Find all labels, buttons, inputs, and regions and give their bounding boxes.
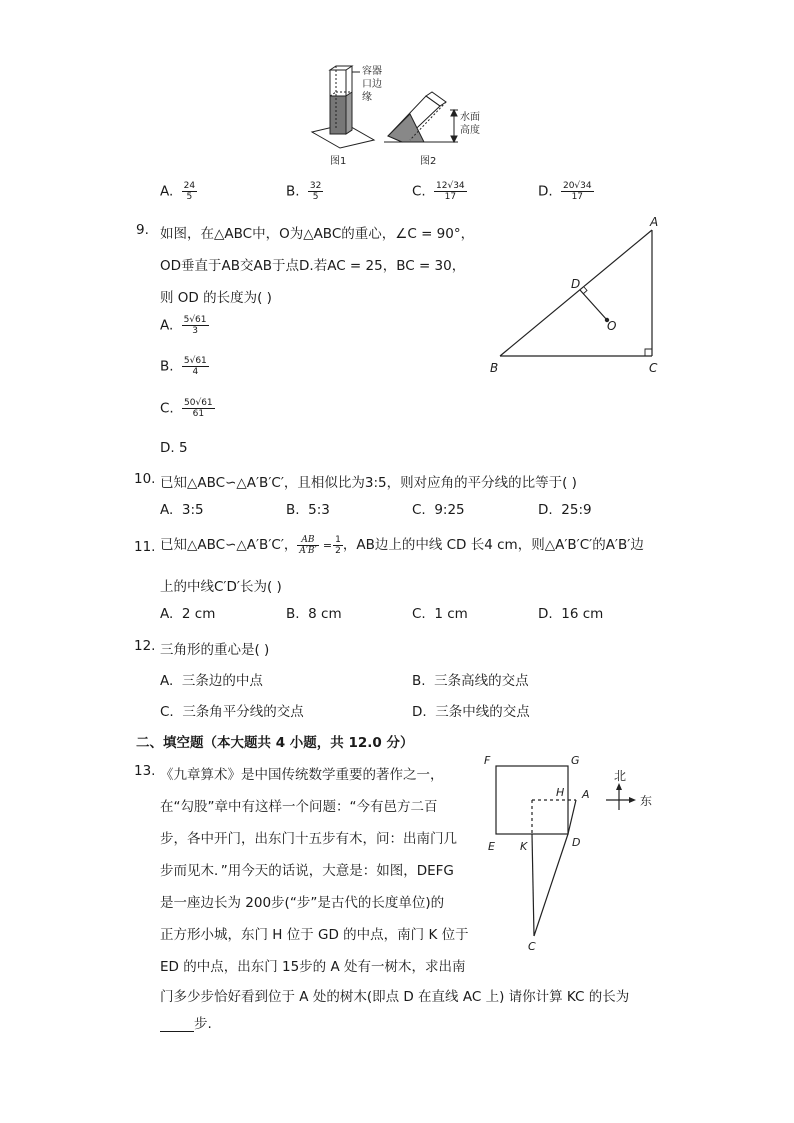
denominator: 5 [312, 192, 319, 202]
option-text: 三条高线的交点 [434, 673, 529, 689]
water-label-1: 水面 [460, 112, 480, 123]
option-text: 25:9 [561, 502, 592, 518]
denominator: 17 [444, 192, 457, 202]
rim-label-2: 口边 [362, 79, 382, 90]
option-text: 三条中线的交点 [435, 704, 530, 720]
numerator: 50√61 [184, 398, 213, 408]
denominator: 17 [571, 192, 584, 202]
q13-line-6: 正方形小城，东门 H 位于 GD 的中点，南门 K 位于 [160, 927, 469, 943]
numerator: 5√61 [183, 315, 207, 325]
section-heading: 二、填空题（本大题共 4 小题，共 12.0 分） [136, 735, 414, 751]
answer-suffix: 步. [194, 1016, 212, 1032]
q11-option-b[interactable] [286, 606, 342, 622]
half-fraction [333, 535, 343, 556]
option-letter: C. [160, 704, 174, 720]
fraction [182, 398, 215, 419]
q9-number: 9. [136, 222, 149, 238]
numerator: 1 [335, 534, 341, 545]
option-letter: A. [160, 502, 174, 518]
option-letter: D. [538, 606, 553, 622]
q10-option-d[interactable] [538, 502, 592, 518]
option-text: 三条边的中点 [181, 673, 263, 689]
q13-line-3: 步，各中开门，出东门十五步有木，问：出南门几 [160, 831, 457, 847]
numerator: 5√61 [183, 356, 207, 366]
figure-2 [384, 92, 458, 142]
right-angle-d [583, 287, 587, 294]
city-square-figure [478, 748, 674, 956]
q13-number: 13. [134, 763, 156, 779]
option-text: 1 cm [434, 606, 468, 622]
q9-option-a[interactable] [160, 315, 209, 336]
q9-option-d[interactable] [160, 440, 188, 456]
segment-kc [532, 834, 534, 936]
q10-option-a[interactable] [160, 502, 204, 518]
option-letter: B. [286, 502, 300, 518]
fig1-caption: 图1 [330, 156, 347, 167]
q13-line-8: 门多少步恰好看到位于 A 处的树木(即点 D 在直线 AC 上) 请你计算 KC 的长为 [160, 989, 630, 1005]
option-letter: C. [160, 400, 174, 417]
q10-number: 10. [134, 471, 156, 487]
q8-option-b[interactable] [286, 181, 323, 202]
option-letter: B. [286, 606, 300, 622]
option-letter: B. [286, 183, 300, 200]
option-text: 8 cm [308, 606, 342, 622]
segment-ad [568, 800, 576, 834]
option-letter: C. [412, 183, 426, 200]
q10-option-b[interactable] [286, 502, 330, 518]
q13-line-5: 是一座边长为 200步(“步”是古代的长度单位)的 [160, 895, 445, 911]
q13-line-7: ED 的中点，出东门 15步的 A 处有一树木，求出南 [160, 959, 466, 975]
option-letter: A. [160, 317, 174, 334]
rim-label-3: 缘 [362, 92, 372, 103]
numerator: 12√34 [436, 181, 465, 191]
label-d: D [572, 836, 581, 849]
fraction [182, 181, 197, 202]
q9-option-b[interactable] [160, 356, 209, 377]
label-e: E [488, 840, 495, 853]
label-a: A [582, 788, 590, 801]
option-text: 5 [178, 440, 188, 456]
q9-option-c[interactable] [160, 398, 215, 419]
q11-option-a[interactable] [160, 606, 215, 622]
label-g: G [571, 754, 580, 767]
denominator: 4 [192, 367, 199, 377]
numerator: AB [297, 535, 318, 546]
fraction [182, 315, 209, 336]
denominator: 3 [192, 326, 198, 336]
option-text: 9:25 [434, 502, 465, 518]
numerator: 20√34 [562, 181, 592, 191]
label-k: K [520, 840, 528, 853]
fraction [561, 181, 594, 202]
water-label-2: 高度 [460, 125, 480, 136]
q11-stem-line-2: 上的中线C′D′长为( ) [160, 579, 282, 595]
q12-option-c[interactable] [160, 700, 304, 720]
q9-line-1: 如图，在△ABC中，O为△ABC的重心，∠C = 90°， [160, 226, 475, 242]
option-letter: D. [412, 704, 427, 720]
q8-option-c[interactable] [412, 181, 467, 202]
q9-line-2: OD垂直于AB交AB于点D.若AC = 25，BC = 30， [160, 258, 466, 274]
segment-od [580, 290, 607, 320]
fig2-caption: 图2 [420, 156, 437, 167]
rim-label-1: 容器 [362, 66, 382, 77]
option-letter: C. [412, 606, 426, 622]
q12-option-d[interactable] [412, 700, 530, 720]
denominator: 61 [192, 409, 205, 419]
q12-option-b[interactable] [412, 669, 529, 689]
east-arrow-head [629, 797, 636, 803]
fraction [182, 356, 209, 377]
east-label: 东 [640, 794, 653, 808]
option-text: 5:3 [308, 502, 330, 518]
q12-stem: 三角形的重心是( ) [160, 642, 270, 658]
option-text: 3:5 [181, 502, 204, 518]
stem-text: ，AB边上的中线 CD 长4 cm，则△A′B′C′的A′B′边 [342, 537, 644, 553]
right-angle-c [645, 349, 652, 356]
numerator: 32 [309, 181, 322, 191]
fraction [434, 181, 467, 202]
label-b: B [490, 361, 499, 375]
q12-number: 12. [134, 638, 156, 654]
container-figures [300, 60, 500, 175]
label-o: O [607, 319, 617, 333]
q10-option-c[interactable] [412, 502, 465, 518]
option-letter: B. [160, 358, 174, 375]
q13-line-1: 《九章算术》是中国传统数学重要的著作之一， [160, 767, 444, 783]
q9-line-3: 则 OD 的长度为( ) [160, 290, 272, 306]
denominator: A′B′ [299, 545, 317, 556]
answer-blank[interactable] [160, 1019, 194, 1032]
q11-stem [160, 533, 644, 556]
equals-sign: = [322, 539, 333, 552]
q11-number: 11. [134, 539, 156, 555]
segment-ba [500, 230, 652, 356]
triangle-figure [486, 212, 666, 380]
option-letter: A. [160, 183, 174, 200]
option-letter: D. [160, 440, 175, 456]
q11-option-c[interactable] [412, 606, 468, 622]
north-arrow-head [616, 783, 622, 790]
denominator: 5 [186, 192, 193, 202]
q13-line-4: 步而见木．”用今天的话说，大意是：如图，DEFG [160, 863, 454, 879]
option-letter: C. [412, 502, 426, 518]
q13-line-2: 在“勾股”章中有这样一个问题：“今有邑方二百 [160, 799, 438, 815]
option-letter: B. [412, 673, 426, 689]
label-f: F [484, 754, 491, 767]
label-c: C [528, 940, 536, 953]
fraction [308, 181, 323, 202]
option-letter: D. [538, 183, 553, 200]
denominator: 2 [335, 545, 341, 556]
q12-option-a[interactable] [160, 669, 263, 689]
option-text: 三条角平分线的交点 [182, 704, 304, 720]
label-c: C [649, 361, 658, 375]
q11-option-d[interactable] [538, 606, 603, 622]
option-text: 2 cm [181, 606, 216, 622]
option-text: 16 cm [561, 606, 604, 622]
stem-text: 已知△ABC∽△A′B′C′， [160, 537, 298, 553]
numerator: 24 [183, 181, 196, 191]
q8-option-a[interactable] [160, 181, 197, 202]
label-a: A [650, 215, 659, 229]
label-d: D [571, 277, 581, 291]
north-label: 北 [614, 769, 627, 783]
q13-answer-line [160, 1012, 212, 1032]
ratio-fraction [297, 535, 318, 556]
q10-stem: 已知△ABC∽△A′B′C′，且相似比为3:5，则对应角的平分线的比等于( ) [160, 475, 577, 491]
q8-option-d[interactable] [538, 181, 594, 202]
option-letter: A. [160, 673, 174, 689]
option-letter: A. [160, 606, 174, 622]
option-letter: D. [538, 502, 553, 518]
segment-dc [534, 834, 568, 936]
label-h: H [556, 786, 565, 799]
